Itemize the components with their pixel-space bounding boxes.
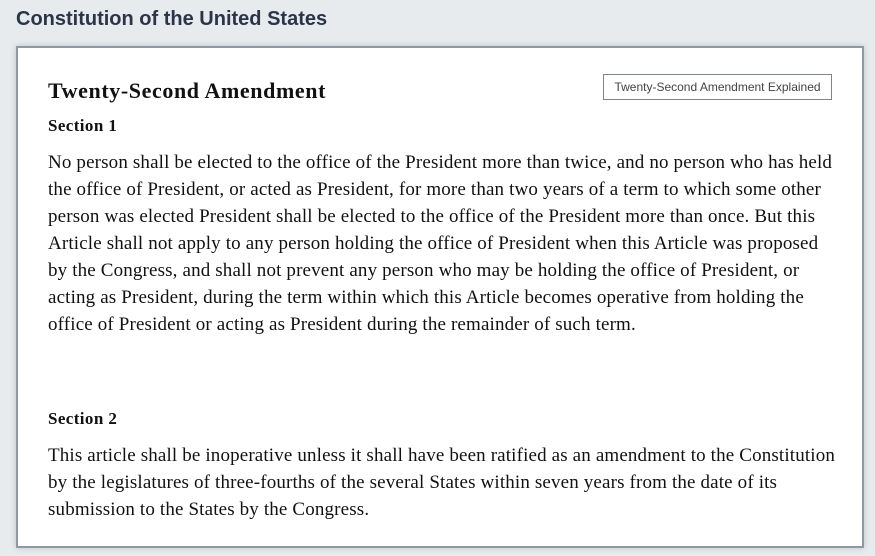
site-title: Constitution of the United States <box>16 8 328 30</box>
section-2-heading: Section 2 <box>48 409 118 428</box>
amendment-title: Twenty-Second Amendment <box>48 78 327 103</box>
section-1-text: No person shall be elected to the office of the President more than twice, and no person who has held the office of President, or acted as President, for more than two years of a term to which some other person was elected President shall be elected to the office of the President more than once. But this Article shall not apply to any person holding the office of President when this Article was proposed by the Congress, and shall not prevent any person who may be holding the office of President, or acting as President, during the term within which this Article becomes operative from holding the office of President or acting as President during the remainder of such term. <box>48 152 833 335</box>
section-2-text: This article shall be inoperative unless it shall have been ratified as an amendment to the Constitution by the legislatures of three-fourths of the several States within seven years from the date of its submission to the States by the Congress. <box>48 445 836 520</box>
section-1-heading: Section 1 <box>48 116 118 135</box>
amendment-card <box>16 46 864 548</box>
amendment-explained-button[interactable]: Twenty-Second Amendment Explained <box>603 74 832 100</box>
